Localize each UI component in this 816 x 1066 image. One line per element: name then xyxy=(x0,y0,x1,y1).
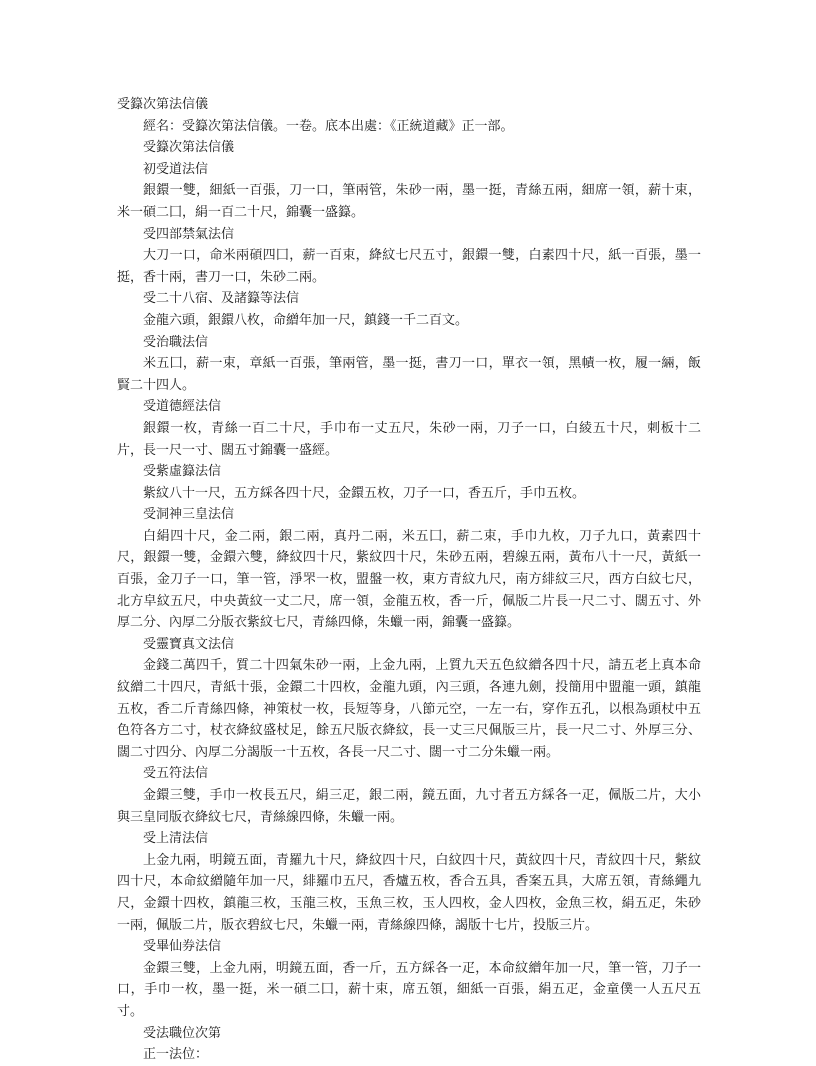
section-bixian-quan-body: 金鐶三雙，上金九兩，明鏡五面，香一斤，五方綵各一疋，本命紋繒年加一尺，筆一管，刀子一口，手巾一枚，墨一挺，米一碩二囗，薪十束，席五領，細紙一百張，絹五疋，金童僕一人五尺五寸。 xyxy=(117,960,701,1019)
section-lingbao-zhenwen-body: 金錢二萬四千，質二十四氣朱砂一兩，上金九兩，上質九天五色紋繒各四十尺，請五老上真本命紋繒二十四尺，青紙十張，金鐶二十四枚，金龍九頭，內三頭，各連九劍，投簡用中盟龍一頭，鎮龍五枚，香二斤青絲四條，神策杖一枚，長短等身，八節元空，一左一右，穿作五孔，以根為頭杖中五色符各方二寸，杖衣絳紋盛杖足，餘五尺版衣絳紋，長一丈三尺佩版三片，長一尺二寸、外厚三分、闊二寸四分、內厚二分謁版一十五枚，各長一尺二寸、闊一寸二分朱蠟一兩。 xyxy=(117,658,701,760)
section-daodejing-body: 銀鐶一枚，青絲一百二十尺，手巾布一丈五尺，朱砂一兩，刀子一口，白綾五十尺，刺板十二片，長一尺一寸、闊五寸錦囊一盛經。 xyxy=(117,420,701,458)
section-chushou-dao-heading: 初受道法信 xyxy=(143,161,209,177)
section-zhizhi-heading: 受治職法信 xyxy=(143,334,209,350)
section-ershiba-xiu-heading: 受二十八宿、及諸籙等法信 xyxy=(143,291,300,307)
section-sibu-jinqi-body: 大刀一口，命米兩碩四囗，薪一百束，絳紋七尺五寸，銀鐶一雙，白素四十尺，紙一百張，墨一挺，香十兩，書刀一口，朱砂二兩。 xyxy=(117,248,701,285)
section-dongshen-sanhuang-heading: 受洞神三皇法信 xyxy=(143,507,235,523)
section-dongshen-sanhuang-body: 白絹四十尺，金二兩，銀二兩，真丹二兩，米五囗，薪二束，手巾九枚，刀子九口，黃素四十尺，銀鐶一雙，金鐶六雙，絳紋四十尺，紫紋四十尺，朱砂五兩，碧線五兩，黃布八十一尺，黃紙一百張，金刀子一口，筆一管，淨罘一枚，盟盤一枚，東方青紋九尺，南方緋紋三尺，西方白紋七尺，北方皁紋五尺，中央黃紋一丈二尺，席一領，金龍五枚，香一斤，佩版二片長一尺二寸、闊五寸、外厚二分、內厚二分版衣紫紋七尺，青絲四條，朱蠟一兩，錦囊一盛籙。 xyxy=(117,528,701,631)
section-zhizhi-body: 米五囗，薪一束，章紙一百張，筆兩管，墨一挺，書刀一口，單衣一領，黑幘一枚，履一緉，飯賢二十四人。 xyxy=(117,356,701,393)
section-wufu-heading: 受五符法信 xyxy=(143,766,209,782)
section-shangqing-body: 上金九兩，明鏡五面，青羅九十尺，絳紋四十尺，白紋四十尺，黃紋四十尺，青紋四十尺，紫紋四十尺，本命紋繒隨年加一尺，緋羅巾五尺，香爐五枚，香合五具，香案五具，大席五領，青絲繩九尺，金鐶十四枚，鎮龍三枚，玉龍三枚，玉魚三枚，玉人四枚，金人四枚，金魚三枚，絹五疋，朱砂一兩，佩版二片，版衣碧紋七尺，朱蠟一兩，青絲線四條，謁版十七片，投版三片。 xyxy=(117,852,701,933)
document-text-body xyxy=(117,94,701,1066)
section-shangqing-heading: 受上清法信 xyxy=(143,831,209,847)
section-lingbao-zhenwen-heading: 受靈寶真文法信 xyxy=(143,636,235,652)
section-zhengyi-fawei: 正一法位： xyxy=(143,1047,209,1063)
section-sibu-jinqi-heading: 受四部禁氣法信 xyxy=(143,226,235,242)
section-zixu-lu-heading: 受紫虛籙法信 xyxy=(143,464,222,480)
section-daodejing-heading: 受道德經法信 xyxy=(143,399,222,415)
section-shoufa-zhiwei-heading: 受法職位次第 xyxy=(143,1025,222,1041)
section-wufu-body: 金鐶三雙，手巾一枚長五尺，絹三疋，銀二兩，鏡五面，九寸者五方綵各一疋，佩版二片，大小與三皇同版衣絳紋七尺，青絲線四條，朱蠟一兩。 xyxy=(117,788,701,825)
colophon: 經名：受籙次第法信儀。一卷。底本出處：《正統道藏》正一部。 xyxy=(143,118,514,134)
section-chushou-dao-body: 銀鐶一雙，細紙一百張，刀一口，筆兩管，朱砂一兩，墨一挺，青絲五兩，細席一領，薪十束，米一碩二囗，絹一百二十尺，錦囊一盛籙。 xyxy=(117,183,701,220)
section-bixian-quan-heading: 受畢仙券法信 xyxy=(143,939,222,955)
doc-title: 受籙次第法信儀 xyxy=(117,97,209,112)
section-ershiba-xiu-body: 金龍六頭，銀鐶八枚，命繒年加一尺，鎮錢一千二百文。 xyxy=(143,312,469,328)
section-zixu-lu-body: 紫紋八十一尺，五方綵各四十尺，金鐶五枚，刀子一口，香五斤，手巾五枚。 xyxy=(143,485,586,501)
inner-title: 受籙次第法信儀 xyxy=(143,140,235,156)
